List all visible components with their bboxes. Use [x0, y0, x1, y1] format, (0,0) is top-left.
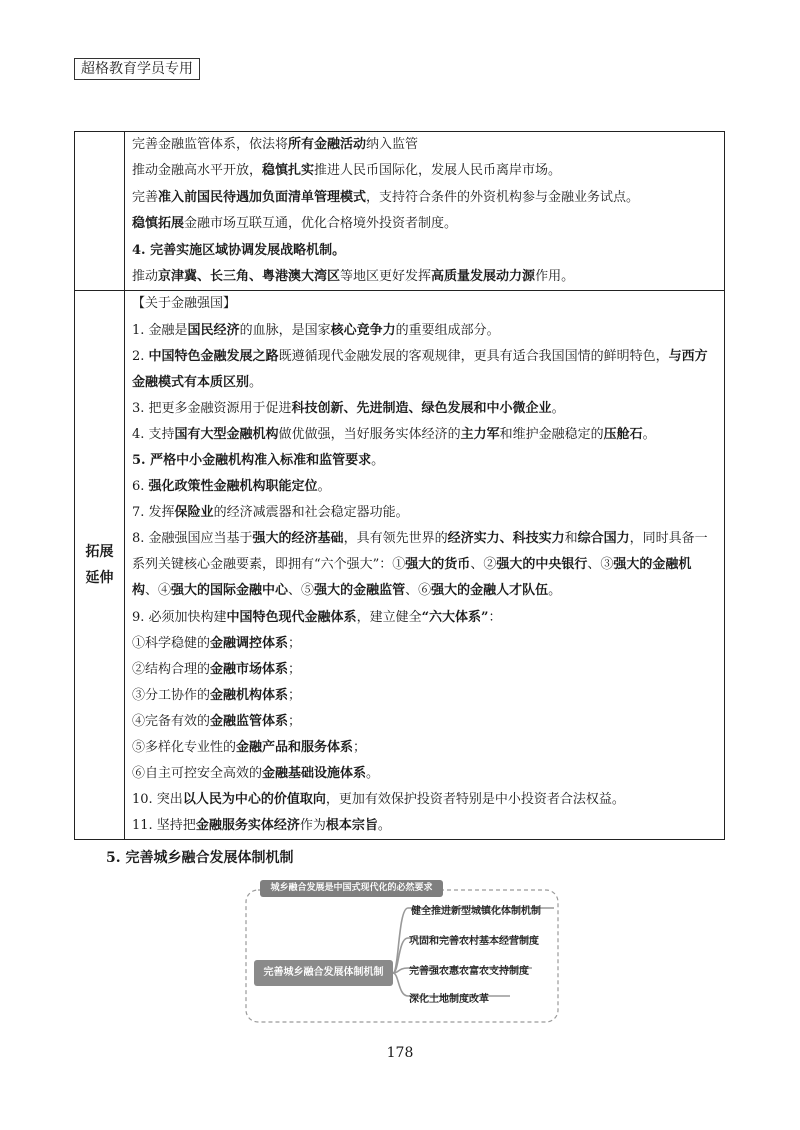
text-segment: 。 — [548, 583, 562, 599]
text-line — [132, 605, 717, 631]
text-segment: 等地区更好发挥 — [340, 269, 432, 285]
text-segment: 的血脉，是国家 — [239, 322, 331, 338]
bold-segment: 中国特色金融发展之路 — [148, 348, 279, 364]
text-segment: 6. — [132, 479, 149, 495]
text-segment: 。 — [249, 374, 263, 390]
text-line — [132, 291, 717, 317]
text-segment: 推动金融高水平开放， — [132, 163, 263, 179]
bold-segment: 保险业 — [174, 505, 214, 521]
text-segment: 、③ — [587, 557, 614, 573]
text-segment: 1. 金融是 — [132, 322, 188, 338]
bold-segment: 与西方金融模式有本质区别 — [132, 348, 708, 390]
text-segment: 作用。 — [535, 269, 575, 285]
bold-segment: 中国特色现代金融体系 — [226, 609, 357, 625]
bold-segment: 金融市场体系 — [210, 661, 289, 677]
text-segment: 11. 坚持把 — [132, 818, 196, 834]
text-segment: 2. — [132, 348, 149, 364]
bold-segment: 强大的金融机构 — [132, 557, 692, 599]
text-segment: 。 — [317, 479, 331, 495]
text-segment: 7. 发挥 — [132, 505, 175, 521]
text-segment: 【关于金融强国】 — [132, 296, 237, 312]
bold-segment: 经济实力、科技实力 — [447, 531, 565, 547]
text-segment: 8. 金融强国应当基于 — [132, 531, 253, 547]
bold-segment: 稳慎扎实 — [262, 163, 315, 179]
text-segment: 、⑥ — [405, 583, 432, 599]
text-segment: 、④ — [145, 583, 172, 599]
text-line — [132, 500, 717, 526]
row2-label-top: 拓展 — [85, 544, 114, 561]
text-segment: ； — [288, 713, 302, 729]
text-segment: ： — [488, 609, 502, 625]
table-row — [75, 291, 725, 840]
bold-segment: 强大的中央银行 — [496, 557, 588, 573]
row1-label-cell — [75, 132, 125, 291]
bold-segment: 以人民为中心的价值取向 — [182, 792, 326, 808]
mindmap-branch-1: 健全推进新型城镇化体制机制 — [411, 906, 541, 917]
mindmap-branch-2: 巩固和完善农村基本经营制度 — [409, 936, 539, 947]
bold-segment: 所有金融活动 — [288, 137, 367, 152]
page-number: 178 — [386, 1045, 414, 1061]
text-segment: 推进人民币国际化，发展人民币离岸市场。 — [314, 163, 562, 179]
text-segment: 纳入监管 — [366, 137, 419, 152]
bold-segment: 强大的经济基础 — [252, 531, 344, 547]
text-segment: ②结构合理的 — [132, 661, 211, 677]
text-line — [132, 787, 717, 813]
text-line — [132, 474, 717, 500]
text-segment: 推动 — [132, 269, 159, 285]
text-line — [132, 448, 717, 474]
text-segment: ，具有领先世界的 — [343, 531, 448, 547]
text-line — [132, 526, 717, 604]
text-segment: ③分工协作的 — [132, 687, 211, 703]
bold-segment: 强化政策性金融机构职能定位 — [148, 479, 318, 495]
bold-segment: 京津冀、长三角、粤港澳大湾区 — [158, 269, 341, 285]
text-line — [132, 344, 717, 396]
text-line — [132, 813, 717, 839]
bold-segment: 金融调控体系 — [210, 635, 289, 651]
bold-segment: 金融服务实体经济 — [195, 818, 300, 834]
bold-segment: 科技创新、先进制造、绿色发展和中小微企业 — [291, 400, 552, 416]
row2-label-bottom: 延伸 — [85, 570, 114, 587]
section-heading: 5. 完善城乡融合发展体制机制 — [106, 850, 294, 866]
text-line — [132, 657, 717, 683]
text-segment: ，建立健全 — [356, 609, 422, 625]
text-line — [132, 761, 717, 787]
bold-segment: 准入前国民待遇加负面清单管理模式 — [158, 189, 367, 205]
text-segment: 既遵循现代金融发展的客观规律，更具有适合我国国情的鲜明特色， — [278, 348, 669, 364]
table-row — [75, 132, 725, 291]
text-segment: 、② — [470, 557, 497, 573]
text-segment: 。 — [377, 818, 391, 834]
row2-content — [125, 291, 724, 839]
bold-segment: “六大体系” — [421, 609, 489, 625]
text-segment: ； — [288, 687, 302, 703]
text-segment: 。 — [551, 400, 565, 416]
bold-segment: 国民经济 — [187, 322, 240, 338]
text-segment: 。 — [371, 453, 385, 468]
text-segment: 金融市场互联互通，优化合格境外投资者制度。 — [184, 216, 458, 232]
text-segment: 的经济减震器和社会稳定器功能。 — [213, 505, 409, 521]
bold-segment: 综合国力 — [577, 531, 630, 547]
bold-segment: 国有大型金融机构 — [174, 426, 279, 442]
content-table — [74, 131, 725, 840]
text-line — [132, 132, 717, 158]
bold-segment: 核心竞争力 — [330, 322, 396, 338]
text-line — [132, 158, 717, 184]
text-line — [132, 396, 717, 422]
text-segment: 。 — [642, 426, 656, 442]
text-line — [132, 264, 717, 290]
text-line — [132, 631, 717, 657]
text-segment: ，支持符合条件的外资机构参与金融业务试点。 — [366, 189, 640, 205]
text-segment: ⑤多样化专业性的 — [132, 740, 237, 756]
bold-segment: 金融机构体系 — [210, 687, 289, 703]
text-line — [132, 709, 717, 735]
row2-content-cell — [125, 291, 725, 840]
text-segment: 完善金融监管体系，依法将 — [132, 137, 289, 152]
bold-segment: 5. 严格中小金融机构准入标准和监管要求 — [132, 453, 372, 468]
text-segment: ，同时具备一系列关键核心金融要素，即拥有“六个强大”：① — [132, 531, 708, 573]
bold-segment: 金融监管体系 — [210, 713, 289, 729]
mindmap-branch-4: 深化土地制度改革 — [409, 994, 489, 1005]
mindmap-center-node: 完善城乡融合发展体制机制 — [254, 960, 393, 986]
text-segment: ①科学稳健的 — [132, 635, 211, 651]
bold-segment: 主力军 — [460, 426, 500, 442]
text-segment: ④完备有效的 — [132, 713, 211, 729]
text-segment: 10. 突出 — [132, 792, 183, 808]
text-line — [132, 422, 717, 448]
text-segment: 和维护金融稳定的 — [499, 426, 604, 442]
text-segment: 和 — [564, 531, 578, 547]
bold-segment: 强大的国际金融中心 — [171, 583, 289, 599]
text-segment: 4. 支持 — [132, 426, 175, 442]
bold-segment: 强大的货币 — [405, 557, 471, 573]
bold-segment: 高质量发展动力源 — [431, 269, 536, 285]
bold-segment: 金融产品和服务体系 — [236, 740, 354, 756]
text-line — [132, 238, 717, 264]
bold-segment: 强大的金融监管 — [314, 583, 406, 599]
row1-content-cell — [125, 132, 725, 291]
text-segment: ⑥自主可控安全高效的 — [132, 766, 263, 782]
bold-segment: 稳慎拓展 — [132, 216, 185, 232]
bold-segment: 根本宗旨 — [325, 818, 378, 834]
text-segment: ； — [288, 635, 302, 651]
bold-segment: 金融基础设施体系 — [262, 766, 367, 782]
mindmap-title: 城乡融合发展是中国式现代化的必然要求 — [260, 880, 443, 897]
text-segment: 作为 — [299, 818, 326, 834]
text-segment: 。 — [366, 766, 380, 782]
text-line — [132, 683, 717, 709]
bold-segment: 压舱石 — [603, 426, 643, 442]
text-segment: ； — [353, 740, 367, 756]
mindmap-branch-3: 完善强农惠农富农支持制度 — [409, 966, 529, 977]
text-segment: ； — [288, 661, 302, 677]
text-segment: 、⑤ — [288, 583, 315, 599]
bold-segment: 强大的金融人才队伍 — [431, 583, 549, 599]
row2-label-cell — [75, 291, 125, 840]
row1-content — [125, 132, 724, 290]
text-segment: 9. 必须加快构建 — [132, 609, 227, 625]
text-segment: 3. 把更多金融资源用于促进 — [132, 400, 292, 416]
text-line — [132, 318, 717, 344]
text-line — [132, 735, 717, 761]
text-segment: ，更加有效保护投资者特别是中小投资者合法权益。 — [325, 792, 625, 808]
text-segment: 完善 — [132, 189, 159, 205]
text-line — [132, 211, 717, 237]
text-line — [132, 185, 717, 211]
text-segment: 的重要组成部分。 — [395, 322, 500, 338]
header-tag: 超格教育学员专用 — [74, 58, 200, 80]
text-segment: 做优做强，当好服务实体经济的 — [278, 426, 461, 442]
bold-segment: 4. 完善实施区域协调发展战略机制。 — [132, 242, 346, 258]
